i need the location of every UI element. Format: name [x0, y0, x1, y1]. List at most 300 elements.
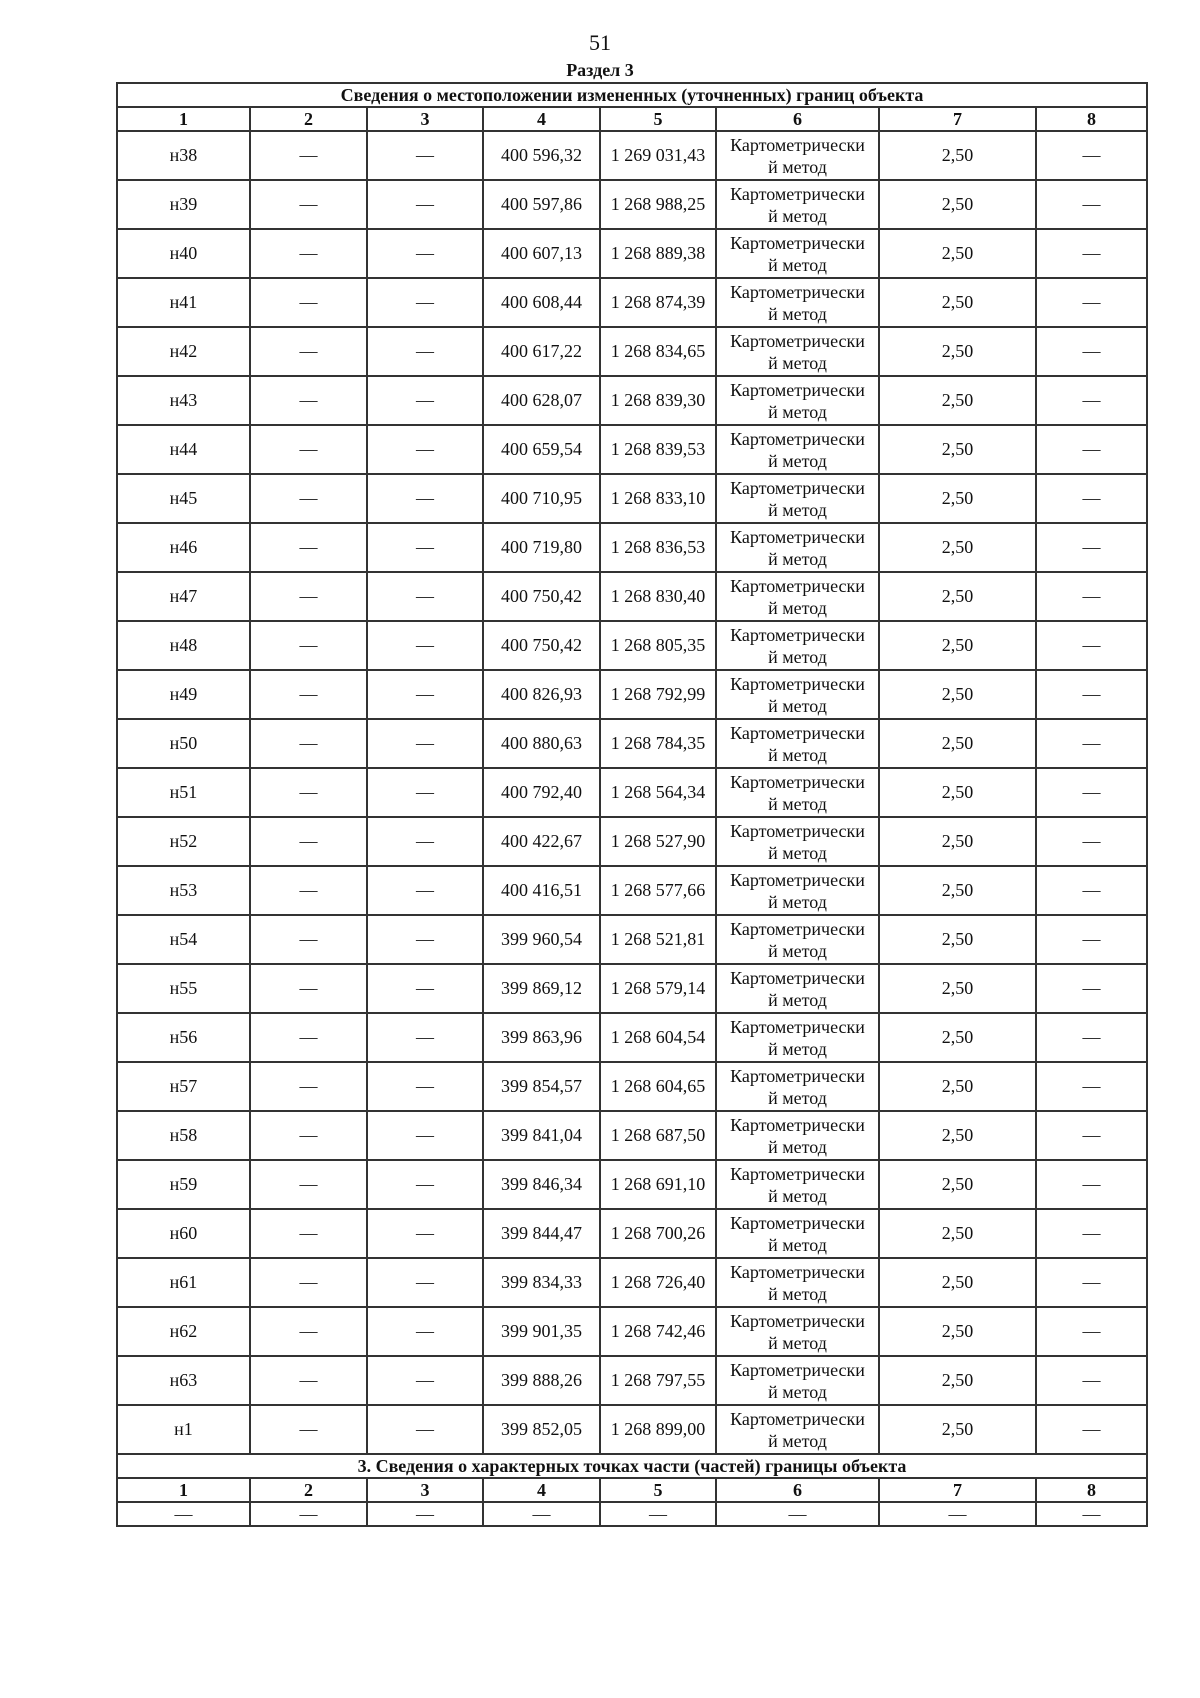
accuracy-cell: 2,50 — [879, 1405, 1036, 1454]
col2-cell: — — [250, 278, 367, 327]
col2-cell: — — [250, 131, 367, 180]
point-id-cell: н1 — [117, 1405, 250, 1454]
table-row — [117, 719, 1147, 768]
column-number: 8 — [1036, 1478, 1147, 1502]
method-line-2: й метод — [768, 940, 827, 961]
column-number: 6 — [716, 107, 879, 131]
method-line-1: Картометрически — [730, 624, 865, 645]
x-coordinate-cell: 399 901,35 — [483, 1307, 600, 1356]
method-cell — [716, 964, 879, 1013]
section3-title-row — [117, 1454, 1147, 1478]
method-cell — [716, 376, 879, 425]
method-line-1: Картометрически — [730, 281, 865, 302]
y-coordinate-cell: 1 268 839,30 — [600, 376, 716, 425]
column-number: 3 — [367, 107, 483, 131]
col8-cell: — — [1036, 229, 1147, 278]
table-row — [117, 474, 1147, 523]
accuracy-cell: 2,50 — [879, 866, 1036, 915]
method-line-1: Картометрически — [730, 820, 865, 841]
accuracy-cell: 2,50 — [879, 474, 1036, 523]
point-id-cell: н53 — [117, 866, 250, 915]
col8-cell: — — [1036, 1405, 1147, 1454]
x-coordinate-cell: 400 750,42 — [483, 621, 600, 670]
col2-cell: — — [250, 425, 367, 474]
col8-cell: — — [1036, 523, 1147, 572]
method-line-2: й метод — [768, 793, 827, 814]
accuracy-cell: 2,50 — [879, 768, 1036, 817]
method-line-2: й метод — [768, 1430, 827, 1451]
y-coordinate-cell: 1 268 805,35 — [600, 621, 716, 670]
x-coordinate-cell: 400 710,95 — [483, 474, 600, 523]
accuracy-cell: 2,50 — [879, 1160, 1036, 1209]
y-coordinate-cell: 1 269 031,43 — [600, 131, 716, 180]
table-row — [117, 1160, 1147, 1209]
col8-cell: — — [1036, 866, 1147, 915]
empty-cell: — — [250, 1502, 367, 1526]
table-row — [117, 278, 1147, 327]
empty-cell: — — [1036, 1502, 1147, 1526]
y-coordinate-cell: 1 268 988,25 — [600, 180, 716, 229]
col3-cell: — — [367, 1062, 483, 1111]
y-coordinate-cell: 1 268 577,66 — [600, 866, 716, 915]
col8-cell: — — [1036, 768, 1147, 817]
col2-cell: — — [250, 1405, 367, 1454]
col8-cell: — — [1036, 1258, 1147, 1307]
col2-cell: — — [250, 1209, 367, 1258]
col3-cell: — — [367, 572, 483, 621]
col8-cell: — — [1036, 180, 1147, 229]
table-row — [117, 180, 1147, 229]
x-coordinate-cell: 399 863,96 — [483, 1013, 600, 1062]
col8-cell: — — [1036, 964, 1147, 1013]
method-line-1: Картометрически — [730, 1261, 865, 1282]
table-title-row — [117, 83, 1147, 107]
method-line-2: й метод — [768, 891, 827, 912]
y-coordinate-cell: 1 268 784,35 — [600, 719, 716, 768]
method-line-2: й метод — [768, 1332, 827, 1353]
method-cell — [716, 278, 879, 327]
col2-cell: — — [250, 1307, 367, 1356]
x-coordinate-cell: 400 607,13 — [483, 229, 600, 278]
method-line-2: й метод — [768, 842, 827, 863]
col8-cell: — — [1036, 1160, 1147, 1209]
column-number: 1 — [117, 1478, 250, 1502]
col3-cell: — — [367, 229, 483, 278]
col2-cell: — — [250, 474, 367, 523]
table-row — [117, 1209, 1147, 1258]
y-coordinate-cell: 1 268 797,55 — [600, 1356, 716, 1405]
section3-column-number-row — [117, 1478, 1147, 1502]
table-row — [117, 621, 1147, 670]
x-coordinate-cell: 400 880,63 — [483, 719, 600, 768]
col2-cell: — — [250, 1356, 367, 1405]
empty-cell: — — [117, 1502, 250, 1526]
table-row — [117, 1405, 1147, 1454]
col8-cell: — — [1036, 817, 1147, 866]
y-coordinate-cell: 1 268 564,34 — [600, 768, 716, 817]
x-coordinate-cell: 400 597,86 — [483, 180, 600, 229]
point-id-cell: н45 — [117, 474, 250, 523]
method-line-1: Картометрически — [730, 477, 865, 498]
col3-cell: — — [367, 670, 483, 719]
method-line-1: Картометрически — [730, 428, 865, 449]
method-line-2: й метод — [768, 1136, 827, 1157]
col3-cell: — — [367, 1209, 483, 1258]
method-line-2: й метод — [768, 1283, 827, 1304]
point-id-cell: н57 — [117, 1062, 250, 1111]
col2-cell: — — [250, 817, 367, 866]
col3-cell: — — [367, 1405, 483, 1454]
method-cell — [716, 1013, 879, 1062]
table-row — [117, 229, 1147, 278]
col3-cell: — — [367, 915, 483, 964]
col8-cell: — — [1036, 376, 1147, 425]
table-row — [117, 425, 1147, 474]
y-coordinate-cell: 1 268 899,00 — [600, 1405, 716, 1454]
col8-cell: — — [1036, 915, 1147, 964]
y-coordinate-cell: 1 268 604,54 — [600, 1013, 716, 1062]
point-id-cell: н41 — [117, 278, 250, 327]
point-id-cell: н49 — [117, 670, 250, 719]
empty-cell: — — [600, 1502, 716, 1526]
method-line-1: Картометрически — [730, 134, 865, 155]
table-row — [117, 768, 1147, 817]
method-line-1: Картометрически — [730, 1310, 865, 1331]
col3-cell: — — [367, 425, 483, 474]
y-coordinate-cell: 1 268 833,10 — [600, 474, 716, 523]
method-cell — [716, 817, 879, 866]
accuracy-cell: 2,50 — [879, 180, 1036, 229]
x-coordinate-cell: 399 854,57 — [483, 1062, 600, 1111]
x-coordinate-cell: 399 888,26 — [483, 1356, 600, 1405]
column-number: 2 — [250, 107, 367, 131]
x-coordinate-cell: 399 834,33 — [483, 1258, 600, 1307]
table-row — [117, 817, 1147, 866]
x-coordinate-cell: 399 869,12 — [483, 964, 600, 1013]
y-coordinate-cell: 1 268 834,65 — [600, 327, 716, 376]
y-coordinate-cell: 1 268 687,50 — [600, 1111, 716, 1160]
column-number: 4 — [483, 107, 600, 131]
method-line-1: Картометрически — [730, 1065, 865, 1086]
boundary-points-table — [116, 82, 1148, 1527]
method-cell — [716, 327, 879, 376]
method-cell — [716, 1405, 879, 1454]
method-line-2: й метод — [768, 1234, 827, 1255]
method-line-2: й метод — [768, 352, 827, 373]
col2-cell: — — [250, 1111, 367, 1160]
accuracy-cell: 2,50 — [879, 229, 1036, 278]
point-id-cell: н47 — [117, 572, 250, 621]
method-line-2: й метод — [768, 205, 827, 226]
method-line-2: й метод — [768, 1087, 827, 1108]
y-coordinate-cell: 1 268 830,40 — [600, 572, 716, 621]
col2-cell: — — [250, 719, 367, 768]
col3-cell: — — [367, 327, 483, 376]
method-cell — [716, 1356, 879, 1405]
table-row — [117, 572, 1147, 621]
point-id-cell: н40 — [117, 229, 250, 278]
col2-cell: — — [250, 1013, 367, 1062]
point-id-cell: н38 — [117, 131, 250, 180]
method-line-1: Картометрически — [730, 183, 865, 204]
method-line-1: Картометрически — [730, 673, 865, 694]
method-cell — [716, 1307, 879, 1356]
method-line-2: й метод — [768, 499, 827, 520]
method-line-1: Картометрически — [730, 967, 865, 988]
point-id-cell: н51 — [117, 768, 250, 817]
accuracy-cell: 2,50 — [879, 964, 1036, 1013]
col8-cell: — — [1036, 425, 1147, 474]
col3-cell: — — [367, 1111, 483, 1160]
x-coordinate-cell: 400 826,93 — [483, 670, 600, 719]
empty-cell: — — [483, 1502, 600, 1526]
method-cell — [716, 670, 879, 719]
col8-cell: — — [1036, 1209, 1147, 1258]
accuracy-cell: 2,50 — [879, 621, 1036, 670]
method-line-2: й метод — [768, 1185, 827, 1206]
x-coordinate-cell: 399 960,54 — [483, 915, 600, 964]
page-number: 51 — [589, 30, 611, 55]
point-id-cell: н63 — [117, 1356, 250, 1405]
point-id-cell: н59 — [117, 1160, 250, 1209]
y-coordinate-cell: 1 268 889,38 — [600, 229, 716, 278]
x-coordinate-cell: 399 841,04 — [483, 1111, 600, 1160]
y-coordinate-cell: 1 268 874,39 — [600, 278, 716, 327]
method-cell — [716, 621, 879, 670]
method-line-1: Картометрически — [730, 771, 865, 792]
col8-cell: — — [1036, 327, 1147, 376]
y-coordinate-cell: 1 268 579,14 — [600, 964, 716, 1013]
column-number: 2 — [250, 1478, 367, 1502]
col3-cell: — — [367, 817, 483, 866]
col3-cell: — — [367, 1013, 483, 1062]
column-number: 3 — [367, 1478, 483, 1502]
accuracy-cell: 2,50 — [879, 327, 1036, 376]
method-line-1: Картометрически — [730, 232, 865, 253]
accuracy-cell: 2,50 — [879, 572, 1036, 621]
method-line-1: Картометрически — [730, 379, 865, 400]
method-line-1: Картометрически — [730, 575, 865, 596]
table-title: Сведения о местоположении измененных (уточненных) границ объекта — [117, 83, 1147, 107]
x-coordinate-cell: 400 416,51 — [483, 866, 600, 915]
col8-cell: — — [1036, 474, 1147, 523]
table-row — [117, 1258, 1147, 1307]
method-line-1: Картометрически — [730, 1212, 865, 1233]
col2-cell: — — [250, 768, 367, 817]
method-line-2: й метод — [768, 646, 827, 667]
y-coordinate-cell: 1 268 742,46 — [600, 1307, 716, 1356]
point-id-cell: н50 — [117, 719, 250, 768]
col8-cell: — — [1036, 1111, 1147, 1160]
accuracy-cell: 2,50 — [879, 1209, 1036, 1258]
point-id-cell: н56 — [117, 1013, 250, 1062]
column-number: 7 — [879, 107, 1036, 131]
empty-cell: — — [716, 1502, 879, 1526]
method-line-2: й метод — [768, 989, 827, 1010]
method-line-2: й метод — [768, 548, 827, 569]
method-cell — [716, 1258, 879, 1307]
section3-empty-row — [117, 1502, 1147, 1526]
y-coordinate-cell: 1 268 700,26 — [600, 1209, 716, 1258]
x-coordinate-cell: 400 608,44 — [483, 278, 600, 327]
point-id-cell: н44 — [117, 425, 250, 474]
x-coordinate-cell: 400 596,32 — [483, 131, 600, 180]
accuracy-cell: 2,50 — [879, 719, 1036, 768]
x-coordinate-cell: 400 792,40 — [483, 768, 600, 817]
y-coordinate-cell: 1 268 726,40 — [600, 1258, 716, 1307]
col2-cell: — — [250, 376, 367, 425]
accuracy-cell: 2,50 — [879, 1307, 1036, 1356]
method-line-2: й метод — [768, 450, 827, 471]
method-cell — [716, 866, 879, 915]
y-coordinate-cell: 1 268 836,53 — [600, 523, 716, 572]
table-row — [117, 866, 1147, 915]
col8-cell: — — [1036, 1062, 1147, 1111]
col2-cell: — — [250, 1160, 367, 1209]
accuracy-cell: 2,50 — [879, 915, 1036, 964]
col3-cell: — — [367, 523, 483, 572]
method-cell — [716, 1160, 879, 1209]
col8-cell: — — [1036, 1307, 1147, 1356]
col8-cell: — — [1036, 1356, 1147, 1405]
col3-cell: — — [367, 621, 483, 670]
method-cell — [716, 1111, 879, 1160]
col3-cell: — — [367, 719, 483, 768]
point-id-cell: н55 — [117, 964, 250, 1013]
x-coordinate-cell: 400 422,67 — [483, 817, 600, 866]
col3-cell: — — [367, 1356, 483, 1405]
point-id-cell: н39 — [117, 180, 250, 229]
method-line-2: й метод — [768, 1038, 827, 1059]
method-line-1: Картометрически — [730, 1114, 865, 1135]
table-row — [117, 1013, 1147, 1062]
point-id-cell: н61 — [117, 1258, 250, 1307]
method-line-1: Картометрически — [730, 1163, 865, 1184]
col3-cell: — — [367, 180, 483, 229]
table-row — [117, 327, 1147, 376]
table-row — [117, 670, 1147, 719]
table-row — [117, 964, 1147, 1013]
column-number: 4 — [483, 1478, 600, 1502]
accuracy-cell: 2,50 — [879, 425, 1036, 474]
col2-cell: — — [250, 327, 367, 376]
table-row — [117, 1307, 1147, 1356]
x-coordinate-cell: 399 846,34 — [483, 1160, 600, 1209]
col3-cell: — — [367, 768, 483, 817]
col8-cell: — — [1036, 670, 1147, 719]
point-id-cell: н46 — [117, 523, 250, 572]
col8-cell: — — [1036, 131, 1147, 180]
col3-cell: — — [367, 1307, 483, 1356]
method-line-2: й метод — [768, 401, 827, 422]
column-number: 1 — [117, 107, 250, 131]
col3-cell: — — [367, 866, 483, 915]
accuracy-cell: 2,50 — [879, 1062, 1036, 1111]
method-line-1: Картометрически — [730, 1359, 865, 1380]
y-coordinate-cell: 1 268 839,53 — [600, 425, 716, 474]
point-id-cell: н54 — [117, 915, 250, 964]
x-coordinate-cell: 400 750,42 — [483, 572, 600, 621]
col3-cell: — — [367, 1160, 483, 1209]
col3-cell: — — [367, 278, 483, 327]
method-line-2: й метод — [768, 597, 827, 618]
method-cell — [716, 915, 879, 964]
col2-cell: — — [250, 1062, 367, 1111]
accuracy-cell: 2,50 — [879, 131, 1036, 180]
accuracy-cell: 2,50 — [879, 1356, 1036, 1405]
col8-cell: — — [1036, 1013, 1147, 1062]
x-coordinate-cell: 400 628,07 — [483, 376, 600, 425]
col2-cell: — — [250, 915, 367, 964]
table-row — [117, 1111, 1147, 1160]
table-row — [117, 1356, 1147, 1405]
accuracy-cell: 2,50 — [879, 817, 1036, 866]
table-row — [117, 523, 1147, 572]
method-cell — [716, 523, 879, 572]
x-coordinate-cell: 400 659,54 — [483, 425, 600, 474]
method-cell — [716, 1062, 879, 1111]
accuracy-cell: 2,50 — [879, 1258, 1036, 1307]
col2-cell: — — [250, 523, 367, 572]
col3-cell: — — [367, 131, 483, 180]
column-number-row — [117, 107, 1147, 131]
col2-cell: — — [250, 670, 367, 719]
method-line-1: Картометрически — [730, 1408, 865, 1429]
method-line-1: Картометрически — [730, 330, 865, 351]
col2-cell: — — [250, 572, 367, 621]
method-line-1: Картометрически — [730, 1016, 865, 1037]
col8-cell: — — [1036, 719, 1147, 768]
point-id-cell: н52 — [117, 817, 250, 866]
method-line-1: Картометрически — [730, 722, 865, 743]
y-coordinate-cell: 1 268 527,90 — [600, 817, 716, 866]
point-id-cell: н43 — [117, 376, 250, 425]
section-label: Раздел 3 — [566, 60, 634, 80]
col3-cell: — — [367, 964, 483, 1013]
col8-cell: — — [1036, 278, 1147, 327]
method-line-2: й метод — [768, 303, 827, 324]
col2-cell: — — [250, 866, 367, 915]
method-line-1: Картометрически — [730, 918, 865, 939]
method-line-2: й метод — [768, 744, 827, 765]
y-coordinate-cell: 1 268 604,65 — [600, 1062, 716, 1111]
col2-cell: — — [250, 964, 367, 1013]
col2-cell: — — [250, 229, 367, 278]
col8-cell: — — [1036, 621, 1147, 670]
column-number: 7 — [879, 1478, 1036, 1502]
col3-cell: — — [367, 474, 483, 523]
col2-cell: — — [250, 621, 367, 670]
point-id-cell: н60 — [117, 1209, 250, 1258]
x-coordinate-cell: 400 617,22 — [483, 327, 600, 376]
method-cell — [716, 719, 879, 768]
x-coordinate-cell: 400 719,80 — [483, 523, 600, 572]
accuracy-cell: 2,50 — [879, 523, 1036, 572]
table-row — [117, 915, 1147, 964]
col2-cell: — — [250, 180, 367, 229]
method-cell — [716, 572, 879, 621]
point-id-cell: н48 — [117, 621, 250, 670]
column-number: 8 — [1036, 107, 1147, 131]
accuracy-cell: 2,50 — [879, 278, 1036, 327]
method-cell — [716, 425, 879, 474]
method-line-2: й метод — [768, 254, 827, 275]
method-line-2: й метод — [768, 156, 827, 177]
method-cell — [716, 1209, 879, 1258]
method-cell — [716, 229, 879, 278]
empty-cell: — — [367, 1502, 483, 1526]
col3-cell: — — [367, 1258, 483, 1307]
